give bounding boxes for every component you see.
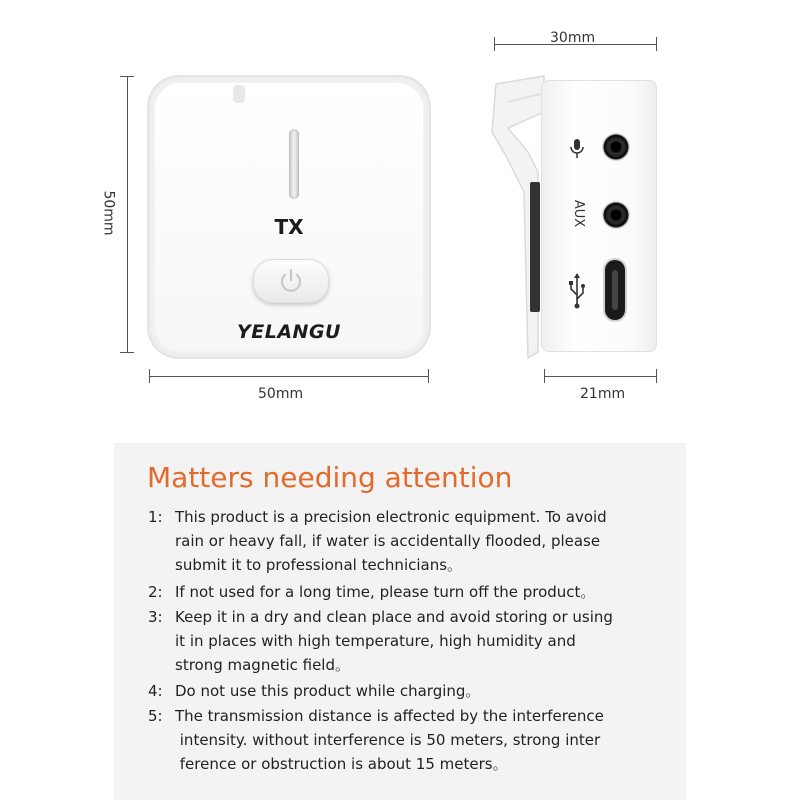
microphone-icon bbox=[569, 138, 585, 160]
width-dimension-label: 50mm bbox=[258, 386, 304, 402]
led-indicator bbox=[289, 129, 299, 199]
item-line: This product is a precision electronic equipment. To avoid bbox=[175, 508, 607, 526]
item-line: Keep it in a dry and clean place and avoid storing or using bbox=[175, 608, 613, 626]
belt-clip bbox=[488, 72, 548, 362]
list-item bbox=[148, 679, 678, 703]
model-label: TX bbox=[274, 215, 304, 239]
list-item bbox=[148, 605, 678, 677]
item-line: strong magnetic field。 bbox=[175, 656, 350, 674]
depth-dimension-label: 30mm bbox=[550, 30, 596, 46]
list-item bbox=[148, 505, 678, 577]
list-item bbox=[148, 704, 678, 776]
height-dimension-label: 50mm bbox=[100, 190, 117, 236]
power-icon bbox=[253, 259, 329, 303]
item-line: ference or obstruction is about 15 meters。 bbox=[175, 755, 508, 773]
list-item bbox=[148, 580, 678, 604]
item-line: it in places with high temperature, high humidity and bbox=[175, 632, 576, 650]
item-line: intensity. without interference is 50 meters, strong inter bbox=[175, 731, 601, 749]
item-line: submit it to professional technicians。 bbox=[175, 556, 463, 574]
aux-label: AUX bbox=[571, 199, 587, 228]
item-number: 5: bbox=[148, 707, 163, 725]
item-line: The transmission distance is affected by the interference bbox=[175, 707, 604, 725]
item-number: 3: bbox=[148, 608, 163, 626]
mic-jack[interactable] bbox=[602, 133, 630, 161]
item-number: 4: bbox=[148, 682, 163, 700]
usb-icon bbox=[568, 273, 586, 309]
brand-logo-text: YELANGU bbox=[237, 321, 341, 343]
notice-panel bbox=[114, 443, 686, 800]
transmitter-side-view bbox=[541, 80, 657, 352]
usb-c-port[interactable] bbox=[605, 260, 625, 320]
item-line: rain or heavy fall, if water is accidentally flooded, please bbox=[175, 532, 601, 550]
aux-jack[interactable] bbox=[602, 201, 630, 229]
item-line: Do not use this product while charging。 bbox=[175, 682, 481, 700]
lanyard-notch bbox=[233, 85, 245, 103]
device-face bbox=[155, 83, 423, 351]
power-button[interactable] bbox=[253, 259, 329, 303]
clip-dimension-label: 21mm bbox=[580, 386, 626, 402]
item-number: 2: bbox=[148, 583, 163, 601]
item-line: If not used for a long time, please turn off the product。 bbox=[175, 583, 596, 601]
transmitter-front-view bbox=[149, 77, 429, 357]
item-number: 1: bbox=[148, 508, 163, 526]
notice-title: Matters needing attention bbox=[147, 461, 513, 494]
